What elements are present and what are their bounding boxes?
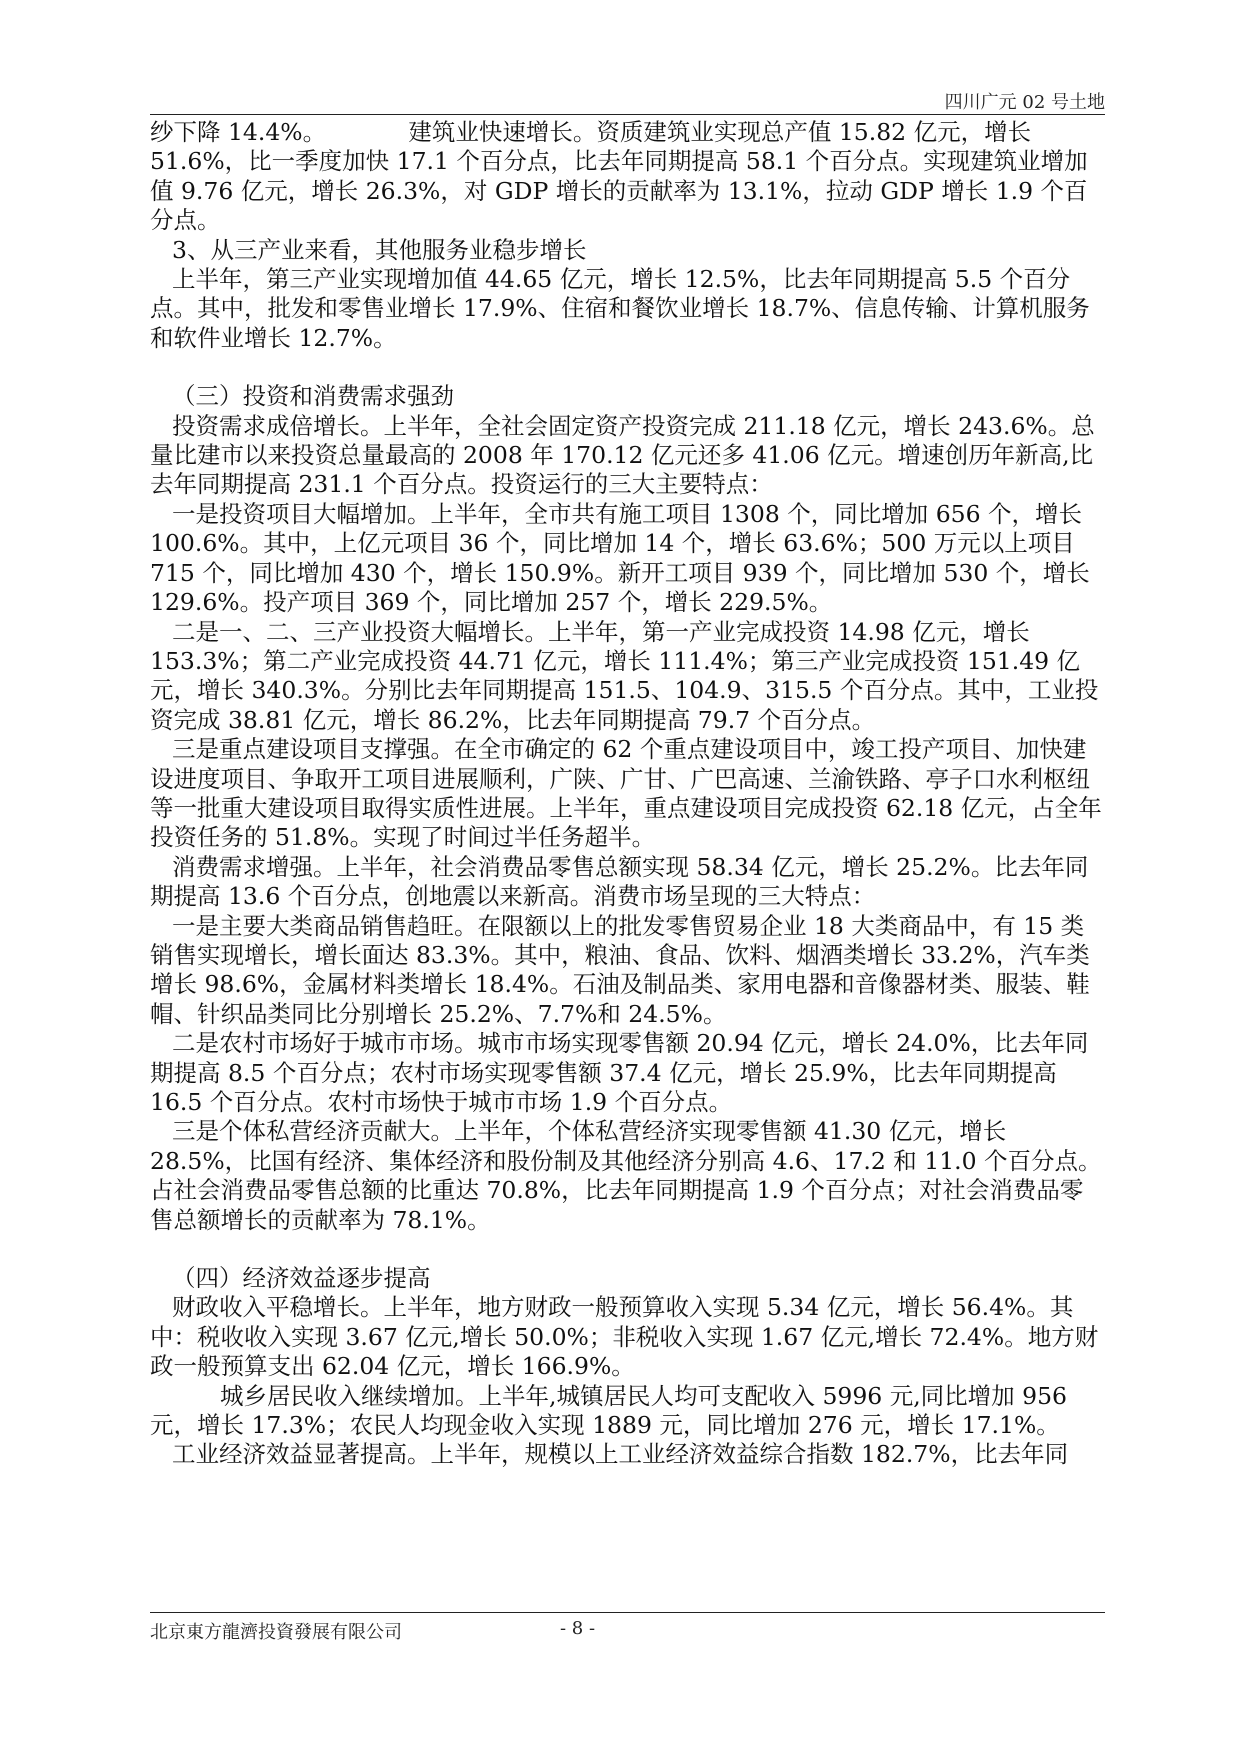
paragraph: 工业经济效益显著提高。上半年，规模以上工业经济效益综合指数 182.7%，比去年同 (172, 1440, 1069, 1469)
paragraph: 三是个体私营经济贡献大。上半年，个体私营经济实现零售额 41.30 亿元，增长 28.5%，比国有经济、集体经济和股份制及其他经济分别高 4.6、17.2 和 11.0 个百分点。占社会消费品零售总额的比重达 70.8%，比去年同期提高 1.9 个百分点；对社会消费品零售总额增长的贡献率为 78.1%。 (150, 1117, 1102, 1234)
section-heading: （三）投资和消费需求强劲 (172, 382, 454, 411)
section-heading: （四）经济效益逐步提高 (172, 1264, 431, 1293)
paragraph: 投资需求成倍增长。上半年，全社会固定资产投资完成 211.18 亿元，增长 243.6%。总量比建市以来投资总量最高的 2008 年 170.12 亿元还多 41.06 亿元。增速创历年新高,比去年同期提高 231.1 个百分点。投资运行的三大主要特点： (150, 411, 1095, 499)
paragraph: 财政收入平稳增长。上半年，地方财政一般预算收入实现 5.34 亿元，增长 56.4%。其中：税收收入实现 3.67 亿元,增长 50.0%；非税收入实现 1.67 亿元,增长 72.4%。地方财政一般预算支出 62.04 亿元，增长 166.9%。 (150, 1293, 1099, 1381)
paragraph: 一是投资项目大幅增加。上半年，全市共有施工项目 1308 个，同比增加 656 个，增长 100.6%。其中，上亿元项目 36 个，同比增加 14 个，增长 63.6%；500 万元以上项目 715 个，同比增加 430 个，增长 150.9%。新开工项目 939 个，同比增加 530 个，增长 129.6%。投产项目 369 个，同比增加 257 个，增长 229.5%。 (150, 499, 1090, 617)
paragraph: 消费需求增强。上半年，社会消费品零售总额实现 58.34 亿元，增长 25.2%。比去年同期提高 13.6 个百分点，创地震以来新高。消费市场呈现的三大特点： (150, 852, 1089, 911)
page-number: - 8 - (560, 1618, 596, 1639)
paragraph: 二是农村市场好于城市市场。城市市场实现零售额 20.94 亿元，增长 24.0%，比去年同期提高 8.5 个百分点；农村市场实现零售额 37.4 亿元，增长 25.9%，比去年同期提高 16.5 个百分点。农村市场快于城市市场 1.9 个百分点。 (150, 1029, 1089, 1116)
paragraph: 一是主要大类商品销售趋旺。在限额以上的批发零售贸易企业 18 大类商品中，有 15 类销售实现增长，增长面达 83.3%。其中，粮油、食品、饮料、烟酒类增长 33.2%，汽车类增长 98.6%，金属材料类增长 18.4%。石油及制品类、家用电器和音像器材类、服装、鞋帽、针织品类同比分别增长 25.2%、7.7%和 24.5%。 (150, 911, 1090, 1028)
document-body (150, 118, 1105, 1470)
paragraph: 城乡居民收入继续增加。上半年,城镇居民人均可支配收入 5996 元,同比增加 956 元，增长 17.3%；农民人均现金收入实现 1889 元，同比增加 276 元，增长 17.1%。 (150, 1381, 1068, 1440)
paragraph: 三是重点建设项目支撑强。在全市确定的 62 个重点建设项目中，竣工投产项目、加快建设进度项目、争取开工项目进展顺利，广陕、广甘、广巴高速、兰渝铁路、亭子口水利枢纽等一批重大建设项目取得实质性进展。上半年，重点建设项目完成投资 62.18 亿元，占全年投资任务的 51.8%。实现了时间过半任务超半。 (150, 735, 1102, 852)
paragraph: 二是一、二、三产业投资大幅增长。上半年，第一产业完成投资 14.98 亿元，增长 153.3%；第二产业完成投资 44.71 亿元，增长 111.4%；第三产业完成投资 151.49 亿元，增长 340.3%。分别比去年同期提高 151.5、104.9、315.5 个百分点。其中，工业投资完成 38.81 亿元，增长 86.2%，比去年同期提高 79.7 个百分点。 (150, 617, 1099, 734)
paragraph: 上半年，第三产业实现增加值 44.65 亿元，增长 12.5%，比去年同期提高 5.5 个百分点。其中，批发和零售业增长 17.9%、住宿和餐饮业增长 18.7%、信息传输、计算机服务和软件业增长 12.7%。 (150, 265, 1090, 352)
footer-divider (150, 1612, 1105, 1613)
footer-company: 北京東方龍濟投資發展有限公司 (150, 1622, 402, 1643)
section-subheading: 3、从三产业来看，其他服务业稳步增长 (172, 235, 587, 264)
page-header: 四川广元 02 号土地 (944, 92, 1105, 113)
paragraph: 纱下降 14.4%。 建筑业快速增长。资质建筑业实现总产值 15.82 亿元，增长 51.6%，比一季度加快 17.1 个百分点，比去年同期提高 58.1 个百分点。实现建筑业增加值 9.76 亿元，增长 26.3%，对 GDP 增长的贡献率为 13.1%，拉动 GDP 增长 1.9 个百分点。 (150, 118, 1088, 235)
header-divider (150, 114, 1105, 115)
